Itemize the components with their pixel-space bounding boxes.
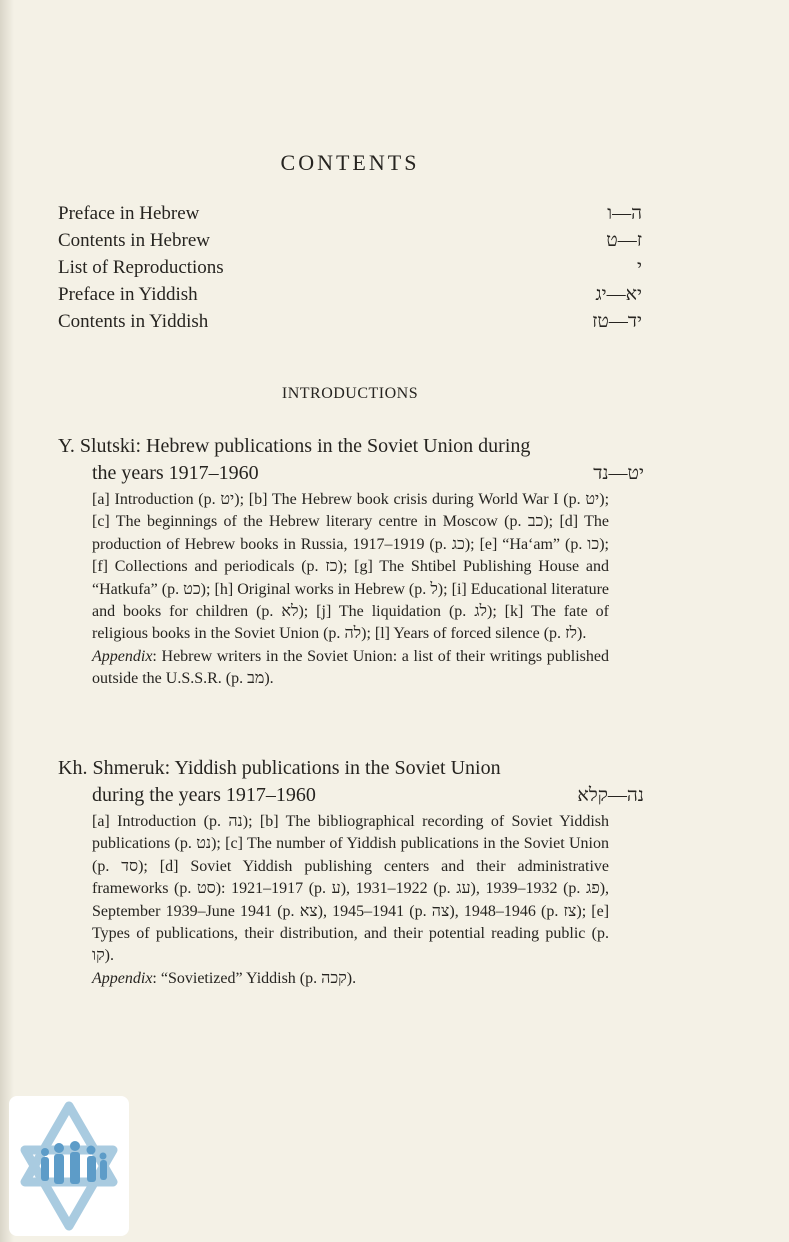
- toc-row-contents-yiddish: [58, 308, 642, 335]
- article-summary: [92, 489, 609, 691]
- article-pages: נה—קלא: [577, 785, 644, 806]
- article-title-line2: during the years 1917–1960: [92, 784, 316, 806]
- article-title-line1: Y. Slutski: Hebrew publications in the Soviet Union during: [58, 435, 531, 457]
- article-summary-text: [a] Introduction (p. יט); [b] The Hebrew book crisis during World War I (p. יט); [c] The beginnings of the Hebrew literary centre in Moscow (p. כב); [d] The production of Hebrew books in Russia, 1917–1919 (p. כג); [e] “Ha‘am” (p. כו); [f] Collections and periodicals (p. כז); [g] The Shtibel Publishing House and “Hatkufa” (p. כט); [h] Original works in Hebrew (p. ל); [i] Educational literature and books for children (p. לא); [j] The liquidation (p. לג); [k] The fate of religious books in the Soviet Union (p. לה); [l] Years of forced silence (p. לז).: [92, 491, 610, 643]
- toc-pages: ה—ו: [607, 203, 642, 224]
- article-title: [58, 755, 644, 809]
- toc-row-contents-hebrew: [58, 227, 642, 254]
- toc-label: List of Reproductions: [58, 257, 224, 278]
- article-title-line2: the years 1917–1960: [92, 462, 259, 484]
- toc-row-preface-hebrew: [58, 200, 642, 227]
- toc-label: Contents in Hebrew: [58, 230, 210, 251]
- article-pages: יט—נד: [593, 463, 644, 484]
- toc-pages: ז—ט: [606, 230, 642, 251]
- toc-label: Preface in Yiddish: [58, 284, 198, 305]
- article-summary-text: [a] Introduction (p. נה); [b] The bibliographical recording of Soviet Yiddish publications (p. נט); [c] The number of Yiddish publications in the Soviet Union (p. סד); [d] Soviet Yiddish publishing centers and their administrative frameworks (p. סט): 1917–1921 (p. ע), 1922–1931 (p. עג), 1932–1939 (p. פג), September 1939–June 1941 (p. צא), 1941–1945 (p. צה), 1946–1948 (p. צז); [e] Types of publications, their distribution, and their potential reading public (p. קו).: [92, 813, 610, 965]
- article-title: [58, 433, 644, 487]
- appendix-label: Appendix: [92, 647, 153, 665]
- article-title-line1: Kh. Shmeruk: Yiddish publications in the Soviet Union: [58, 757, 501, 779]
- toc-label: Preface in Hebrew: [58, 203, 200, 224]
- article-shmeruk: [58, 755, 644, 990]
- toc-row-list-of-reproductions: [58, 254, 642, 281]
- toc-pages: יד—טז: [592, 311, 642, 332]
- toc-pages: י: [637, 257, 642, 278]
- star-of-david-family-icon: [9, 1096, 129, 1236]
- introductions-title: INTRODUCTIONS: [281, 385, 419, 402]
- article-slutski: [58, 433, 644, 691]
- toc-label: Contents in Yiddish: [58, 311, 209, 332]
- appendix-label: Appendix: [92, 969, 153, 987]
- toc-pages: יא—יג: [595, 284, 642, 305]
- article-summary: [92, 811, 609, 990]
- toc-row-preface-yiddish: [58, 281, 642, 308]
- appendix-text: : Hebrew writers in the Soviet Union: a list of their writings published outside the U.S.S.R. (p. מב).: [92, 647, 609, 688]
- appendix-text: : “Sovietized” Yiddish (p. קכה).: [152, 969, 357, 987]
- page-edge: [0, 0, 14, 1242]
- contents-title: CONTENTS: [280, 150, 420, 175]
